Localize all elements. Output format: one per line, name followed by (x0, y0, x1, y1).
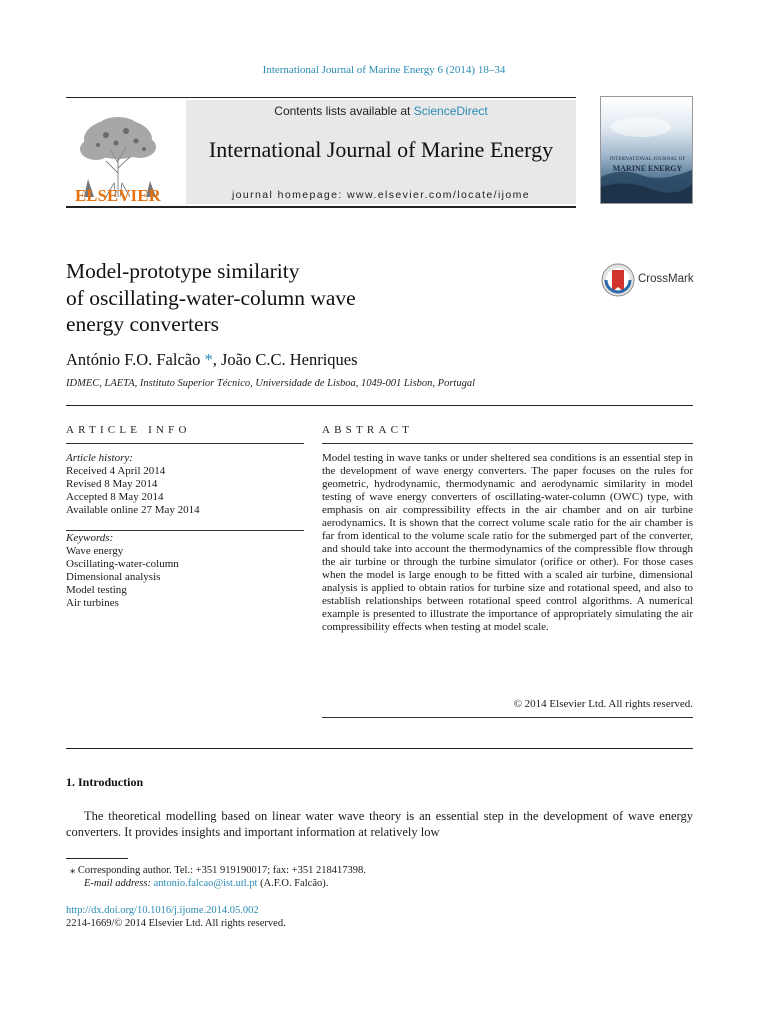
header-top-rule (66, 97, 576, 98)
author-name[interactable]: João C.C. Henriques (220, 350, 358, 369)
keyword-item: Air turbines (66, 597, 119, 609)
keyword-item: Oscillating-water-column (66, 558, 179, 570)
author-list (66, 350, 358, 370)
divider (66, 443, 304, 444)
history-item: Received 4 April 2014 (66, 465, 166, 477)
divider (66, 405, 693, 406)
article-info-heading: ARTICLE INFO (66, 424, 191, 436)
history-item: Revised 8 May 2014 (66, 478, 158, 490)
author-name[interactable]: António F.O. Falcão (66, 350, 201, 369)
divider (66, 530, 304, 531)
author-separator: , (212, 350, 221, 369)
corresponding-author-footnote: ⁎ Corresponding author. Tel.: +351 919190017; fax: +351 218417398. (70, 865, 366, 876)
history-heading: Article history: (66, 452, 133, 464)
cover-title-line2: MARINE ENERGY (612, 164, 683, 173)
cover-title-line1: INTERNATIONAL JOURNAL OF (609, 157, 686, 162)
history-item: Available online 27 May 2014 (66, 504, 200, 516)
title-line: Model-prototype similarity (66, 259, 300, 283)
keywords (66, 532, 304, 610)
divider (322, 443, 693, 444)
journal-cover-image (600, 96, 693, 204)
keyword-item: Dimensional analysis (66, 571, 161, 583)
keyword-item: Wave energy (66, 545, 124, 557)
keywords-heading: Keywords: (66, 532, 114, 544)
body-paragraph: The theoretical modelling based on linear water wave theory is an essential step in the development of wave energy converters. It provides insights and important information at relatively low (66, 809, 693, 839)
divider (322, 717, 693, 718)
article-title (66, 258, 546, 338)
contents-prefix: Contents lists available at (274, 104, 414, 118)
journal-citation[interactable]: International Journal of Marine Energy 6 (2014) 18–34 (262, 64, 506, 76)
issn-line: 2214-1669/© 2014 Elsevier Ltd. All rights reserved. (66, 918, 286, 929)
keyword-item: Model testing (66, 584, 127, 596)
contents-line (186, 104, 576, 118)
cover-wave-art (601, 97, 693, 204)
abstract-copyright: © 2014 Elsevier Ltd. All rights reserved. (513, 698, 693, 710)
sciencedirect-link[interactable]: ScienceDirect (413, 104, 488, 118)
title-line: of oscillating-water-column wave (66, 285, 356, 310)
section-heading: 1. Introduction (66, 775, 144, 789)
title-line: energy converters (66, 312, 220, 336)
header-bottom-rule (66, 206, 576, 208)
divider (66, 748, 693, 749)
crossmark-label[interactable]: CrossMark (638, 273, 694, 285)
email-label: E-mail address: (84, 878, 154, 889)
journal-name: International Journal of Marine Energy (208, 137, 554, 162)
doi-link[interactable]: http://dx.doi.org/10.1016/j.ijome.2014.05.002 (66, 905, 259, 916)
elsevier-wordmark: ELSEVIER (75, 186, 161, 205)
affiliation: IDMEC, LAETA, Instituto Superior Técnico, Universidade de Lisboa, 1049-001 Lisbon, Portugal (66, 378, 475, 389)
crossmark-icon[interactable] (600, 262, 636, 298)
history-item: Accepted 8 May 2014 (66, 491, 164, 503)
abstract-heading: ABSTRACT (322, 424, 414, 436)
journal-homepage[interactable]: journal homepage: www.elsevier.com/locate/ijome (231, 189, 531, 201)
footnote-rule (66, 858, 128, 859)
email-suffix: (A.F.O. Falcão). (257, 878, 329, 889)
corresponding-author-marker[interactable]: * (200, 350, 213, 369)
email-footnote (84, 878, 328, 889)
abstract-text: Model testing in wave tanks or under sheltered sea conditions is an essential step in the development of wave energy converters. The paper focuses on the rules for geometric, hydrodynamic, thermodynamic and aerodynamic similarity in model testing of wave energy converters of oscillating-water-column (OWC) type, with emphasis on air compressibility effects in the air chamber and on air turbine aerodynamics. It is shown that the correct volume scale ratio for the air chamber is far from identical to the volume scale ratio for the submerged part of the converter, and should take into account the thermodynamics of the compressible flow through the air turbine or through the turbine simulator (orifice or other). For those cases when the model is large enough to be fitted with a scaled air turbine, dimensional analysis is applied to obtain ratios for turbine size and rotational speed, and also to establish relationships between rotational speed control algorithms. A numerical example is presented to illustrate the importance of appropriately simulating the air compressibility effects when testing at model scale. (322, 452, 693, 633)
email-link[interactable]: antonio.falcao@ist.utl.pt (153, 878, 258, 889)
article-history (66, 452, 304, 517)
